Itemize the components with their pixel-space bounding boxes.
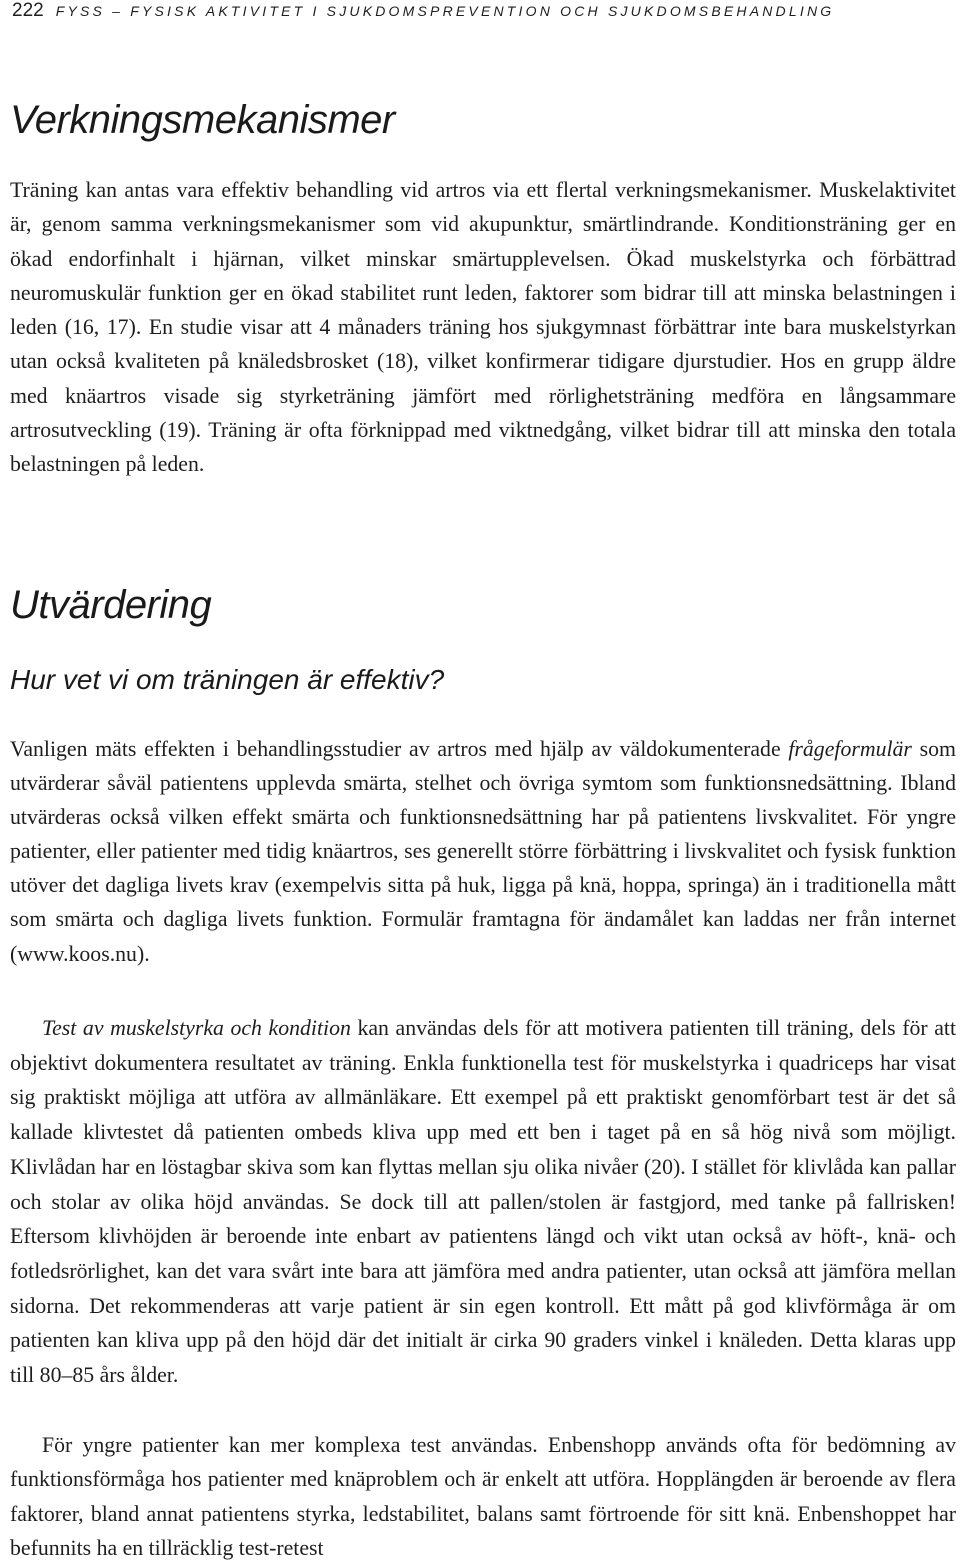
italic-term: frågeformulär [788,737,912,761]
paragraph-enbenshopp: För yngre patienter kan mer komplexa test användas. Enbenshopp används ofta för bedömning av funktionsförmåga hos patienter med knäproblem och är enkelt att utföra. Hopplängden är beroende av flera faktorer, bland annat patientens styrka, ledstabilitet, balans samt förtroende för sitt knä. Enbenshoppet har befunnits ha en tillräcklig test-retest [10,1433,956,1560]
paragraph-verkningsmekanismer: Träning kan antas vara effektiv behandling vid artros via ett flertal verkningsmekanismer. Muskelaktivitet är, genom samma verkningsmekanismer som vid akupunktur, smärtlindrande. Konditionsträning ger en ökad endorfinhalt i hjärnan, vilket minskar smärtupplevelsen. Ökad muskelstyrka och förbättrad neuromuskulär funktion ger en ökad stabilitet runt leden, faktorer som bidrar till att minska belastningen i leden (16, 17). En studie visar att 4 månaders träning hos sjukgymnast förbättrar inte bara muskelstyrkan utan också kvaliteten på knäledsbrosket (18), vilket konfirmerar tidigare djurstudier. Hos en grupp äldre med knäartros visade sig styrketräning jämfört med rörlighetsträning medföra en långsammare artrosutveckling (19). Träning är ofta förknippad med viktnedgång, vilket bidrar till att minska den totala belastningen på leden. [10,178,956,477]
subheading-question: Hur vet vi om träningen är effektiv? [10,664,445,695]
paragraph-text: som utvärderar såväl patientens upplevda smärta, stelhet och övriga symtom som funktionsnedsättning. Ibland utvärderas också vilken effekt smärta och funktionsnedsättning har på patientens livskvalitet. För yngre patienter, eller patienter med tidig knäartros, ses generellt större förbättring i livskvalitet och fysisk funktion utöver det dagliga livets krav (exempelvis sitta på huk, ligga på knä, hoppa, springa) än i traditionella mått som smärta och dagliga livets funktion. Formulär framtagna för ändamålet kan laddas ner från internet (www.koos.nu). [10,737,956,966]
paragraph-text: kan användas dels för att motivera patienten till träning, dels för att objektivt dokumentera resultatet av träning. Enkla funktionella test för muskelstyrka i quadriceps har visat sig praktiskt möjliga att utföra av allmänläkare. Ett exempel på ett praktiskt genomförbart test är det så kallade klivtestet då patienten ombeds kliva upp med ett ben i taget på en så hög nivå som möjligt. Klivlådan har en löstagbar skiva som kan flyttas mellan sju olika nivåer (20). I stället för klivlåda kan pallar och stolar av olika höjd användas. Se dock till att pallen/stolen är fastgjord, med tanke på fallrisken! Eftersom klivhöjden är beroende inte enbart av patientens längd och vikt utan också av höft-, knä- och fotledsrörlighet, kan det vara svårt inte bara att jämföra med andra patienter, utan också att jämföra mellan sidorna. Det rekommenderas att varje patient är sin egen kontroll. Ett mått på god klivförmåga är om patienten kan kliva upp på den höjd där det initialt är cirka 90 graders vinkel i knäleden. Detta klaras upp till 80–85 års ålder. [10,1016,956,1388]
section-heading-utvardering: Utvärdering [10,583,212,627]
paragraph-text: Vanligen mäts effekten i behandlingsstudier av artros med hjälp av väldokumenterade [10,737,789,761]
section-heading-verkningsmekanismer: Verkningsmekanismer [10,98,395,142]
paragraph-muskelstyrka-test [10,1011,956,1393]
running-title: FYSS – FYSISK AKTIVITET I SJUKDOMSPREVENTION OCH SJUKDOMSBEHANDLING [55,3,835,19]
italic-term: Test av muskelstyrka och kondition [42,1016,351,1040]
paragraph-frageformular [10,732,956,971]
page-number: 222 [12,0,44,21]
running-header [12,0,834,22]
